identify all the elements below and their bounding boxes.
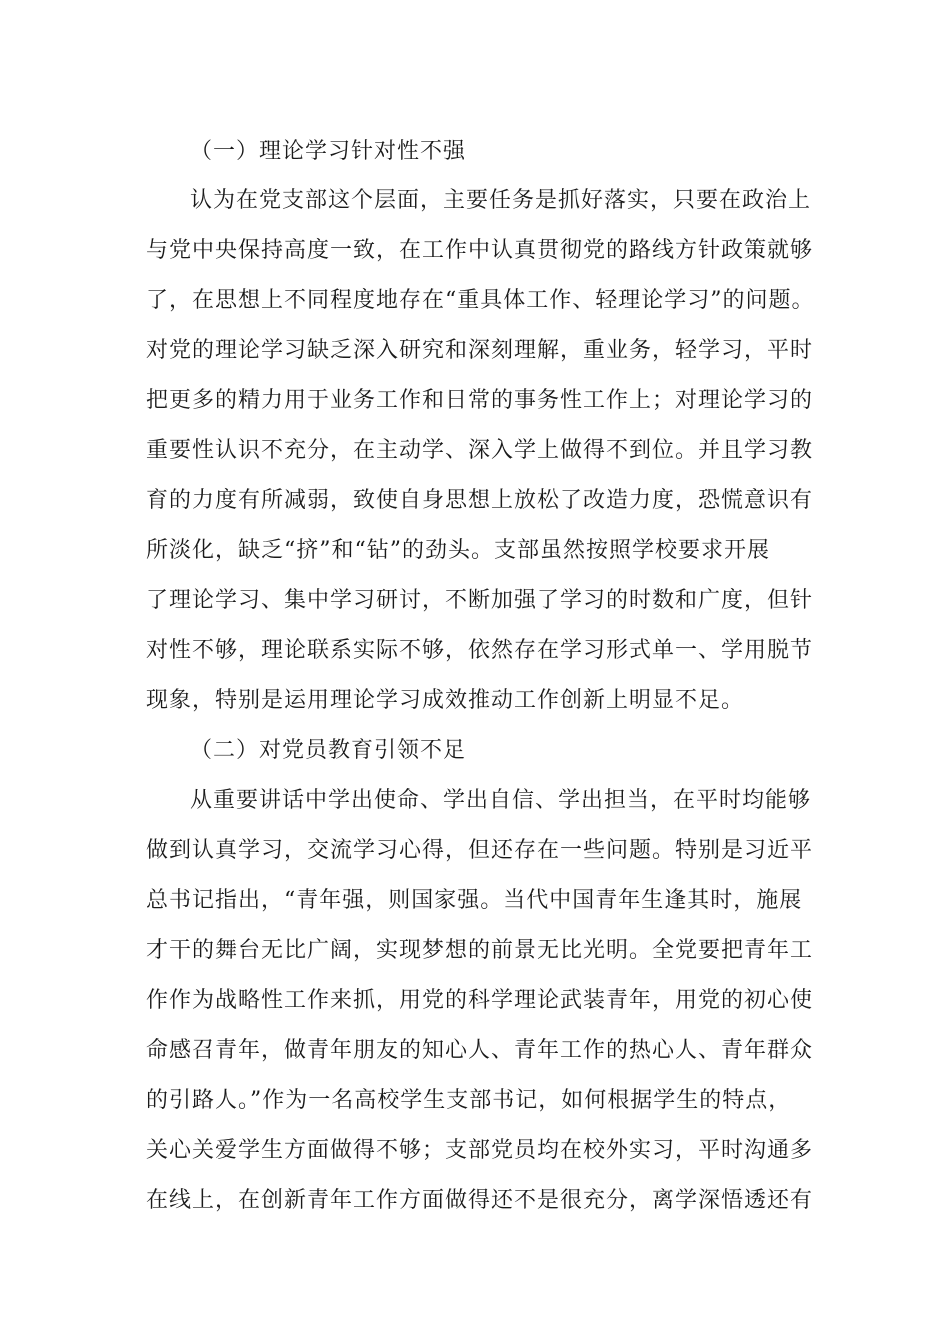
paragraph-line: 才干的舞台无比广阔，实现梦想的前景无比光明。全党要把青年工 [146,938,814,963]
paragraph-line: 所淡化，缺乏“挤”和“钻”的劲头。支部虽然按照学校要求开展 [146,538,770,563]
paragraph-line: 对党的理论学习缺乏深入研究和深刻理解，重业务，轻学习，平时 [146,338,814,363]
paragraph-line: 在线上，在创新青年工作方面做得还不是很充分，离学深悟透还有 [146,1188,814,1213]
paragraph-line: 总书记指出，“青年强，则国家强。当代中国青年生逢其时，施展 [146,888,803,913]
paragraph-line: 的引路人。”作为一名高校学生支部书记，如何根据学生的特点， [146,1088,792,1113]
paragraph-line: 把更多的精力用于业务工作和日常的事务性工作上；对理论学习的 [146,388,814,413]
paragraph-line: 作作为战略性工作来抓，用党的科学理论武装青年，用党的初心使 [146,988,814,1013]
paragraph-line: 认为在党支部这个层面，主要任务是抓好落实，只要在政治上 [190,188,812,213]
paragraph-line: 现象，特别是运用理论学习成效推动工作创新上明显不足。 [146,688,745,713]
section-heading: （二）对党员教育引领不足 [190,738,467,763]
paragraph-line: 与党中央保持高度一致，在工作中认真贯彻党的路线方针政策就够 [146,238,814,263]
paragraph-line: 做到认真学习，交流学习心得，但还存在一些问题。特别是习近平 [146,838,814,863]
paragraph-line: 重要性认识不充分，在主动学、深入学上做得不到位。并且学习教 [146,438,814,463]
paragraph-line: 育的力度有所减弱，致使自身思想上放松了改造力度，恐慌意识有 [146,488,814,513]
paragraph-line: 命感召青年，做青年朋友的知心人、青年工作的热心人、青年群众 [146,1038,814,1063]
paragraph-line: 对性不够，理论联系实际不够，依然存在学习形式单一、学用脱节 [146,638,814,663]
section-heading: （一）理论学习针对性不强 [190,139,467,164]
paragraph-line: 关心关爱学生方面做得不够；支部党员均在校外实习，平时沟通多 [146,1138,814,1163]
paragraph-line: 了理论学习、集中学习研讨，不断加强了学习的时数和广度，但针 [146,588,814,613]
paragraph-line: 了，在思想上不同程度地存在“重具体工作、轻理论学习”的问题。 [146,288,815,313]
paragraph-line: 从重要讲话中学出使命、学出自信、学出担当，在平时均能够 [190,788,812,813]
